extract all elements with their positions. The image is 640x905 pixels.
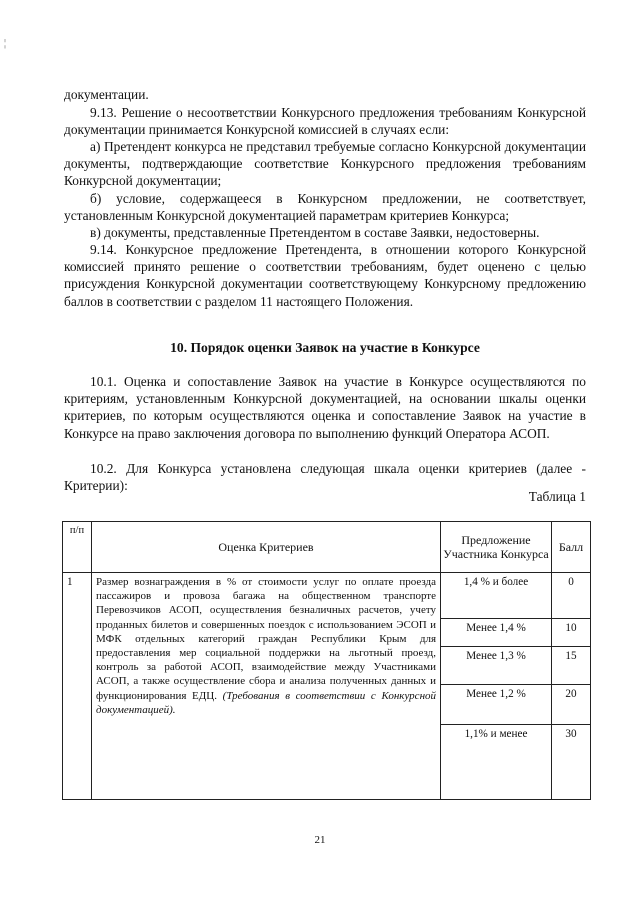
criterion-cell bbox=[92, 573, 441, 800]
score-value: 30 bbox=[565, 728, 577, 740]
offer-value: Менее 1,3 % bbox=[441, 647, 551, 685]
paragraph-9-13: 9.13. Решение о несоответствии Конкурсного предложения требованиям Конкурсной документации принимается Конкурсной комиссией в случаях если: bbox=[64, 105, 586, 138]
table-row bbox=[63, 573, 591, 800]
table-caption: Таблица 1 bbox=[528, 489, 586, 504]
header-score: Балл bbox=[552, 522, 591, 573]
header-offer: Предложение Участника Конкурса bbox=[441, 522, 552, 573]
section-heading: 10. Порядок оценки Заявок на участие в Конкурсе bbox=[170, 340, 480, 355]
header-number: п/п bbox=[63, 522, 92, 573]
paragraph-10-1: 10.1. Оценка и сопоставление Заявок на участие в Конкурсе осуществляются по критериям, установленным Конкурсной документацией, на основании шкалы оценки критериев, по которым осуществляются оценка и сопоставление Заявок на участие в Конкурсе на право заключения договора по выполнению функций Оператора АСОП. bbox=[64, 374, 586, 441]
margin-mark: ¦ bbox=[4, 38, 7, 49]
score-value: 15 bbox=[552, 647, 590, 685]
paragraph-9-14: 9.14. Конкурсное предложение Претендента, в отношении которого Конкурсной комиссией принято решение о соответствии требованиям, будет оценено с целью присуждения Конкурсной документации соответствующему Конкурсному предложению баллов в соответствии с разделом 11 настоящего Положения. bbox=[64, 242, 586, 309]
offer-value: Менее 1,2 % bbox=[441, 685, 551, 725]
header-criteria: Оценка Критериев bbox=[92, 522, 441, 573]
offer-value: 1,4 % и более bbox=[441, 573, 551, 619]
paragraph-9-13-b: б) условие, содержащееся в Конкурсном предложении, не соответствует, установленным Конкурсной документацией параметрам критериев Конкурса; bbox=[64, 191, 586, 224]
offer-cell bbox=[441, 573, 552, 800]
offer-value: 1,1% и менее bbox=[464, 728, 528, 740]
paragraph-continuation: документации. bbox=[64, 87, 149, 102]
score-value: 10 bbox=[552, 619, 590, 647]
offer-value: Менее 1,4 % bbox=[441, 619, 551, 647]
criterion-text: Размер вознаграждения в % от стоимости услуг по оплате проезда пассажиров и провоза багажа на общественном транспорте Перевозчиков АСОП, осуществления безналичных расчетов, учету проданных билетов и совершенных поездок с использованием ЭСОП и МФК отдельных категорий граждан Республики Крым для предоставления мер социальной поддержки на льготный проезд, контроль за работой АСОП, взаимодействие между Участниками АСОП, а также осуществление сбора и анализа полученных данных и функционирования ЕДЦ. bbox=[96, 576, 436, 702]
table-header-row bbox=[63, 522, 591, 573]
criterion-note: (Требования в соответствии с Конкурсной документацией). bbox=[96, 689, 437, 716]
page-number: 21 bbox=[314, 834, 326, 846]
paragraph-9-13-a: а) Претендент конкурса не представил требуемые согласно Конкурсной документации документы, подтверждающие соответствие Конкурсного предложения требованиям Конкурсной документации; bbox=[64, 139, 586, 189]
paragraph-10-2: 10.2. Для Конкурса установлена следующая шкала оценки критериев (далее - Критерии): bbox=[64, 461, 586, 494]
paragraph-9-13-c: в) документы, представленные Претендентом в составе Заявки, недостоверны. bbox=[90, 225, 540, 240]
row-number: 1 bbox=[63, 573, 92, 800]
score-value: 20 bbox=[552, 685, 590, 725]
criteria-table bbox=[62, 521, 591, 800]
score-value: 0 bbox=[552, 573, 590, 619]
score-cell bbox=[552, 573, 591, 800]
